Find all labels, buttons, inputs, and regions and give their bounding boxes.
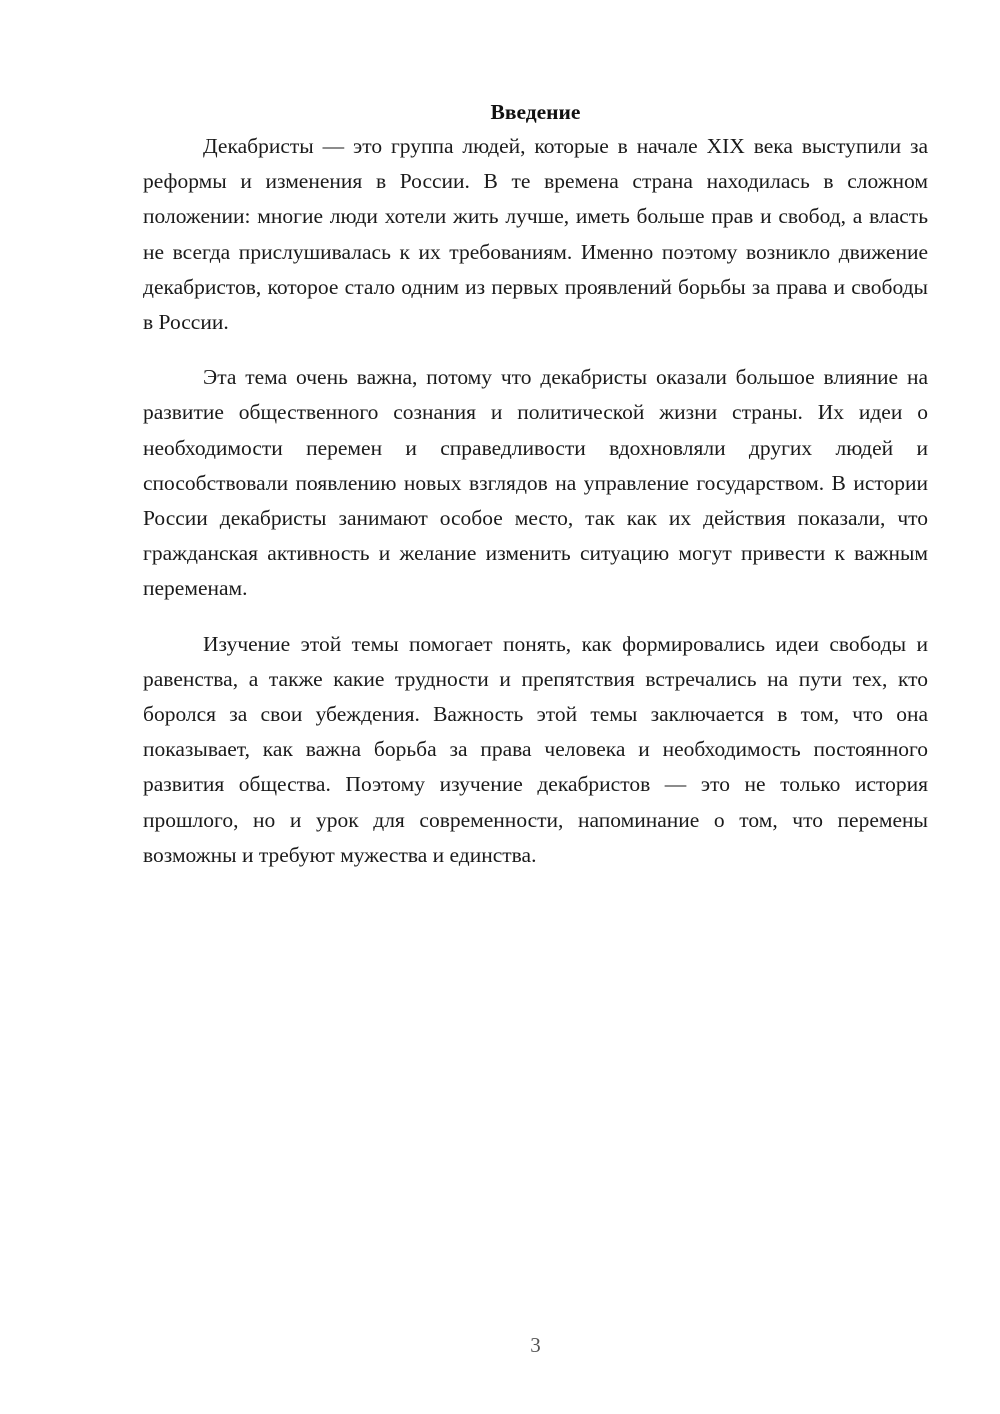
paragraph-1: Декабристы — это группа людей, которые в начале XIX века выступили за реформы и изменения в России. В те времена страна находилась в сложном положении: многие люди хотели жить лучше, иметь больше прав и свобод, а власть не всегда прислушивалась к их требованиям. Именно поэтому возникло движение декабристов, которое стало одним из первых проявлений борьбы за права и свободы в России.	[143, 134, 928, 335]
section-title: Введение	[490, 100, 581, 124]
page-number: 3	[530, 1333, 541, 1357]
page-content	[143, 96, 928, 893]
paragraph-2: Эта тема очень важна, потому что декабристы оказали большое влияние на развитие общественного сознания и политической жизни страны. Их идеи о необходимости перемен и справедливости вдохновляли других людей и способствовали появлению новых взглядов на управление государством. В истории России декабристы занимают особое место, так как их действия показали, что гражданская активность и желание изменить ситуацию могут привести к важным переменам.	[143, 365, 928, 601]
paragraph-3: Изучение этой темы помогает понять, как формировались идеи свободы и равенства, а также какие трудности и препятствия встречались на пути тех, кто боролся за свои убеждения. Важность этой темы заключается в том, что она показывает, как важна борьба за права человека и необходимость постоянного развития общества. Поэтому изучение декабристов — это не только история прошлого, но и урок для современности, напоминание о том, что перемены возможны и требуют мужества и единства.	[143, 631, 928, 867]
